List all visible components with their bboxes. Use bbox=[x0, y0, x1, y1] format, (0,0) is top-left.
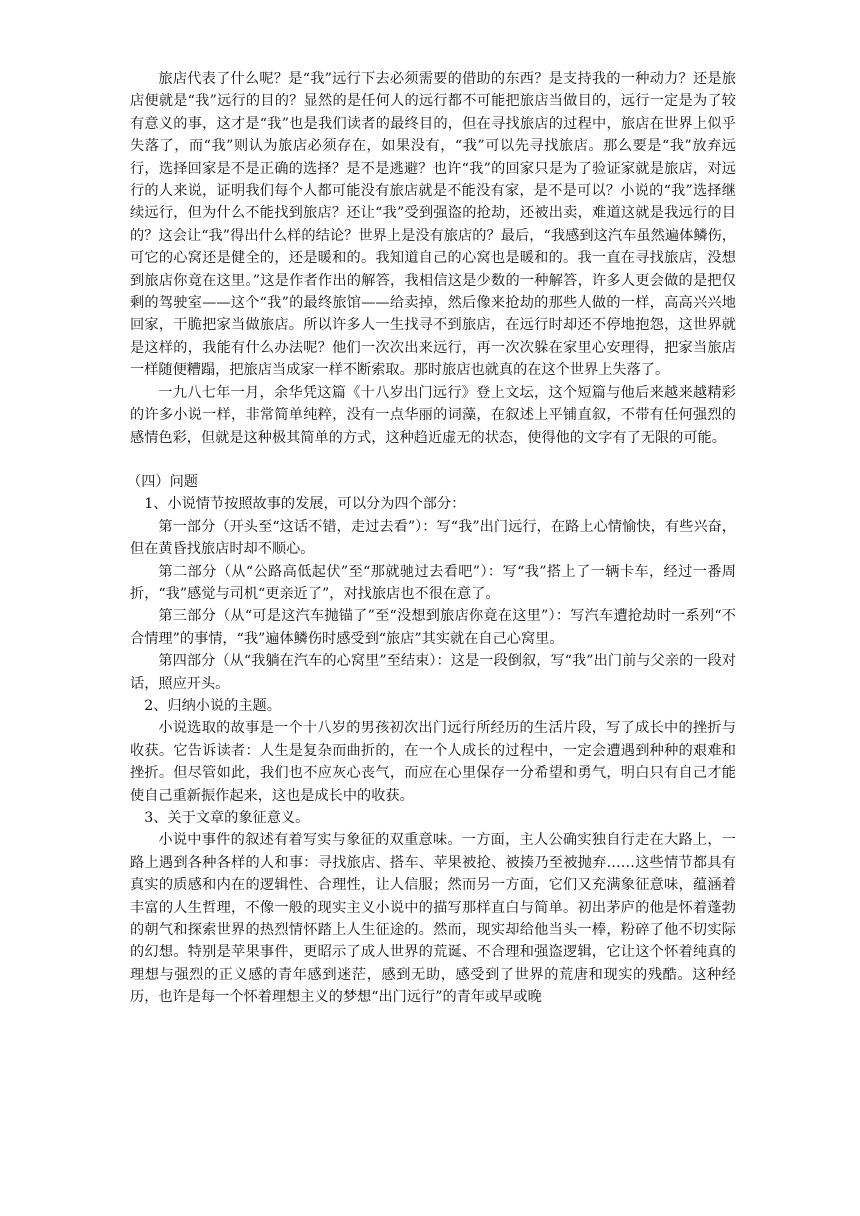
document-page bbox=[127, 68, 736, 1009]
question-title: 1、小说情节按照故事的发展，可以分为四个部分： bbox=[144, 496, 466, 513]
question-title: 2、归纳小说的主题。 bbox=[144, 697, 281, 714]
body-paragraph: 一九八七年一月，余华凭这篇《十八岁出门远行》登上文坛，这个短篇与他后来越来越精彩的许多小说一样，非常简单纯粹，没有一点华丽的词藻，在叙述上平铺直叙，不带有任何强烈的感情色彩，但就是这种极其简单的方式，这种趋近虚无的状态，使得他的文字有了无限的可能。 bbox=[130, 384, 736, 446]
answer-paragraph: 第二部分（从“公路高低起伏”至“那就驰过去看吧”）：写“我”搭上了一辆卡车，经过一番周折，“我”感觉与司机“更亲近了”，对找旅店也不很在意了。 bbox=[130, 563, 736, 602]
question-title: 3、关于文章的象征意义。 bbox=[144, 810, 310, 826]
body-paragraph: 旅店代表了什么呢？是“我”远行下去必须需要的借助的东西？是支持我的一种动力？还是旅店便就是“我”远行的目的？显然的是任何人的远行都不可能把旅店当做目的，远行一定是为了较有意义的事，这才是“我”也是我们读者的最终目的，但在寻找旅店的过程中，旅店在世界上似乎失落了，而“我”则认为旅店必须存在，如果没有，“我”可以先寻找旅店。那么要是“我”放弃远行，选择回家是不是正确的选择？是不是逃避？也许“我”的回家只是为了验证家就是旅店，对远行的人来说，证明我们每个人都可能没有旅店就是不能没有家，是不是可以？小说的“我”选择继续远行，但为什么不能找到旅店？还让“我”受到强盗的抢劫，还被出卖，难道这就是我远行的目的？这会让“我”得出什么样的结论？世界上是没有旅店的？最后，“我感到这汽车虽然遍体鳞伤，可它的心窝还是健全的，还是暖和的。我知道自己的心窝也是暖和的。我一直在寻找旅店，没想到旅店你竟在这里。”这是作者作出的解答，我相信这是少数的一种解答，许多人更会做的是把仅剩的驾驶室——这个“我”的最终旅馆——给卖掉，然后像来抢劫的那些人做的一样，高高兴兴地回家，干脆把家当做旅店。所以许多人一生找寻不到旅店，在远行时却还不停地抱怨，这世界就是这样的，我能有什么办法呢？他们一次次出来远行，再一次次躲在家里心安理得，把家当旅店一样随便糟蹋，把旅店当成家一样不断索取。那时旅店也就真的在这个世界上失落了。 bbox=[130, 71, 736, 379]
blank-line bbox=[130, 449, 736, 471]
answer-paragraph: 第三部分（从“可是这汽车抛锚了”至“没想到旅店你竟在这里”）：写汽车遭抢劫时一系列“不合情理”的事情，“我”遍体鳞伤时感受到“旅店”其实就在自己心窝里。 bbox=[130, 608, 736, 647]
answer-paragraph: 第一部分（开头至“这话不错，走过去看”）：写“我”出门远行，在路上心情愉快，有些兴奋，但在黄昏找旅店时却不顺心。 bbox=[130, 518, 736, 558]
section-heading: （四）问题 bbox=[127, 473, 198, 490]
answer-paragraph: 小说中事件的叙述有着写实与象征的双重意味。一方面，主人公确实独自行走在大路上，一路上遇到各种各样的人和事：寻找旅店、搭车、苹果被抢、被揍乃至被抛弃……这些情节都具有真实的质感和内在的逻辑性、合理性，让人信服；然而另一方面，它们又充满象征意味，蕴涵着丰富的人生哲理，不像一般的现实主义小说中的描写那样直白与简单。初出茅庐的他是怀着蓬勃的朝气和探索世界的热烈情怀踏上人生征途的。然而，现实却给他当头一棒，粉碎了他不切实际的幻想。特别是苹果事件，更昭示了成人世界的荒诞、不合理和强盗逻辑，它让这个怀着纯真的理想与强烈的正义感的青年感到迷茫，感到无助，感受到了世界的荒唐和现实的残酷。这种经历，也许是每一个怀着理想主义的梦想“出门远行”的青年或早或晚 bbox=[130, 832, 736, 1006]
answer-paragraph: 第四部分（从“我躺在汽车的心窝里”至结束）：这是一段倒叙，写“我”出门前与父亲的一段对话，照应开头。 bbox=[130, 653, 736, 692]
answer-paragraph: 小说选取的故事是一个十八岁的男孩初次出门远行所经历的生活片段，写了成长中的挫折与收获。它告诉读者：人生是复杂而曲折的，在一个人成长的过程中，一定会遭遇到种种的艰难和挫折。但尽管如此，我们也不应灰心丧气，而应在心里保存一分希望和勇气，明白只有自己才能使自己重新振作起来，这也是成长中的收获。 bbox=[130, 720, 736, 804]
